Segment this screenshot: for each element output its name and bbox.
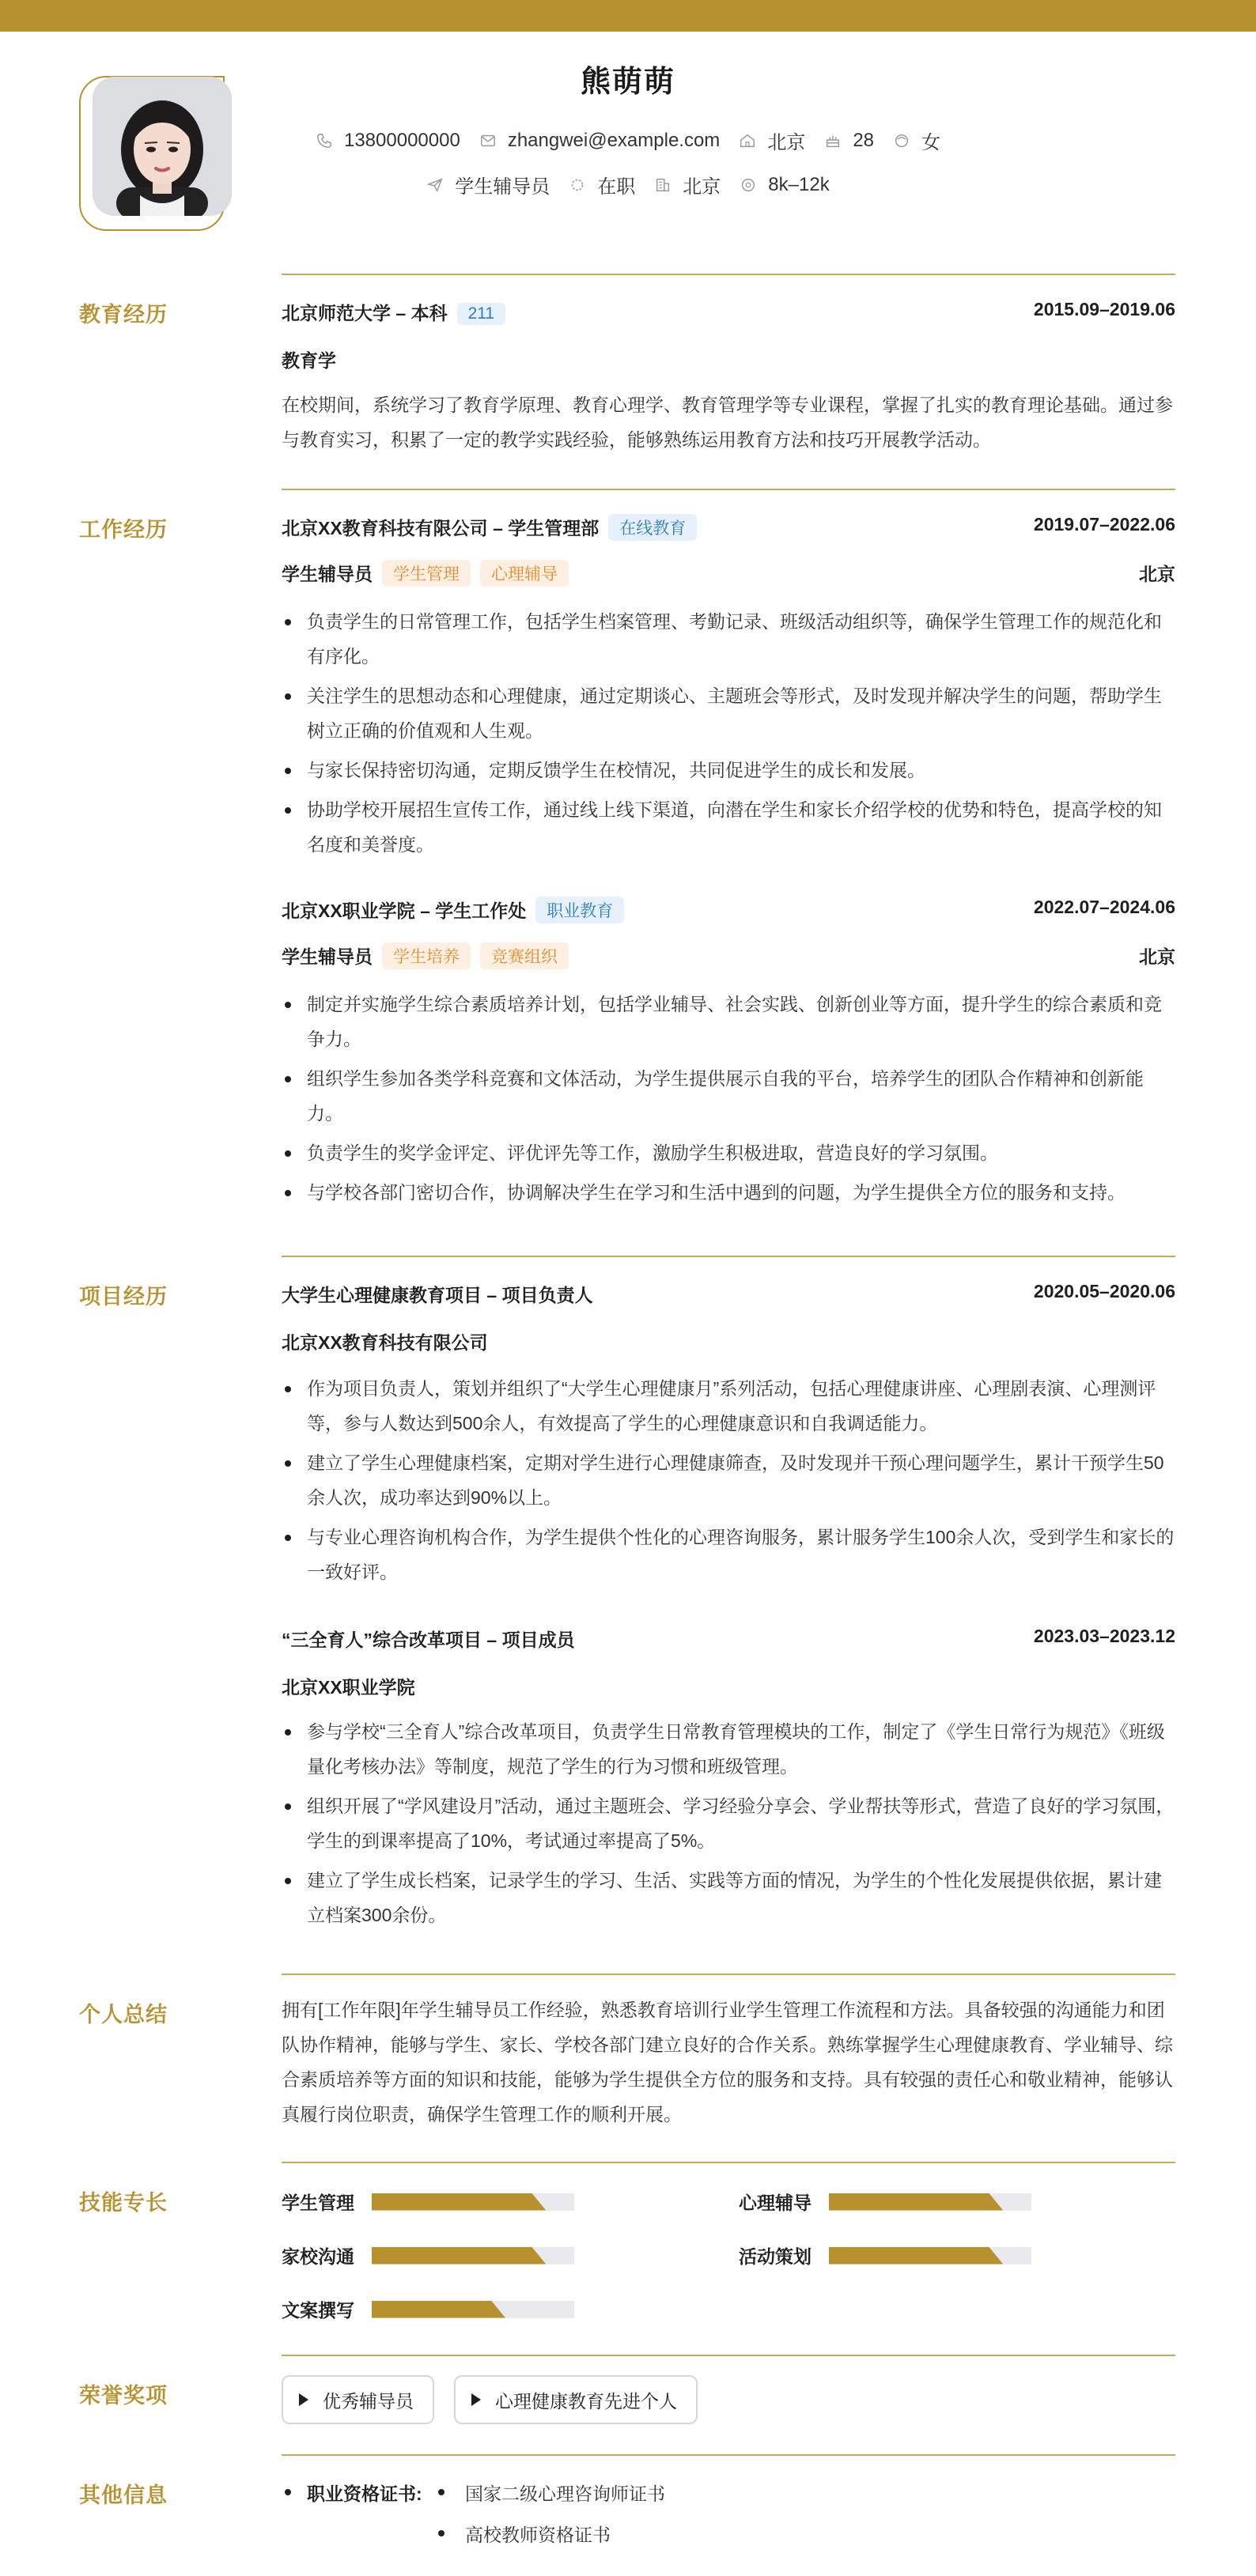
section-divider [282,2454,1175,2456]
project-header [282,1626,1175,1652]
cert-value: 高校教师资格证书 [465,2525,611,2545]
phone-text: 13800000000 [343,129,460,151]
section-title: 个人总结 [79,2003,168,2026]
job-location: 北京 [1139,946,1175,967]
skill-name: 文案撰写 [282,2300,354,2321]
job-role: 学生辅导员 [282,946,373,967]
skill-level-fill [829,2247,1003,2264]
contact-info-row [0,127,1256,154]
status-text: 在职 [597,176,636,198]
skill-item [739,2242,1031,2268]
project-org: 北京XX教育科技有限公司 [282,1332,488,1353]
skill-name: 学生管理 [282,2193,354,2213]
cert-value: 国家二级心理咨询师证书 [465,2483,665,2504]
skill-tag: 学生培养 [382,942,471,969]
section-divider [282,489,1175,490]
job-bullets [282,604,1175,867]
email-item [479,130,721,152]
section-title: 工作经历 [79,518,168,542]
skill-item [282,2242,574,2268]
list-item: 与专业心理咨询机构合作，为学生提供个性化的心理咨询服务，累计服务学生100余人次，受到学生和家长的一致好评。 [282,1520,1175,1589]
home-icon [739,132,756,149]
honors-list [282,2375,1175,2426]
industry-tag: 在线教育 [608,514,697,541]
list-item: 与学校各部门密切合作，协调解决学生在学习和生活中遇到的问题，为学生提供全方位的服务和支持。 [282,1175,1175,1210]
building-icon [654,176,672,194]
project-bullets [282,1714,1175,1937]
age-text: 28 [853,129,875,151]
section-title: 荣誉奖项 [79,2384,168,2408]
list-item: 关注学生的思想动态和心理健康，通过定期谈心、主题班会等形式，及时发现并解决学生的问题，帮助学生树立正确的价值观和人生观。 [282,678,1175,748]
phone-item [316,130,460,152]
education-header [282,299,1175,325]
skill-name: 家校沟通 [282,2246,354,2267]
city-item [654,171,721,198]
top-accent-bar [0,0,1256,32]
section-divider [282,274,1175,275]
section-divider [282,2162,1175,2163]
honor-badge [282,2375,434,2424]
list-item: 协助学校开展招生宣传工作，通过线上线下渠道，向潜在学生和家长介绍学校的优势和特色，提高学校的知名度和美誉度。 [282,792,1175,862]
play-icon [299,2393,308,2406]
status-icon [569,176,586,194]
skill-item [739,2189,1031,2215]
salary-text: 8k–12k [768,173,830,195]
skill-level-bar [829,2247,1031,2264]
project-date: 2023.03–2023.12 [1033,1626,1175,1646]
status-item [569,171,635,198]
send-icon [426,176,444,194]
job-role: 学生辅导员 [282,564,373,584]
section-title: 其他信息 [79,2483,168,2507]
salary-item [740,174,829,196]
honor-badge [454,2375,698,2424]
job-header [282,897,1175,924]
job-header [282,514,1175,541]
list-item: 组织学生参加各类学科竞赛和文体活动，为学生提供展示自我的平台，培养学生的团队合作精神和创新能力。 [282,1061,1175,1131]
skill-level-bar [372,2193,574,2211]
project-name: 大学生心理健康教育项目 – 项目负责人 [282,1285,593,1305]
gender-icon [893,132,910,149]
job-location: 北京 [1139,564,1175,584]
skill-level-fill [372,2193,546,2211]
list-item: 负责学生的奖学金评定、评优评先等工作，激励学生积极进取，营造良好的学习氛围。 [282,1135,1175,1170]
list-item: 作为项目负责人，策划并组织了“大学生心理健康月”系列活动，包括心理健康讲座、心理剧表演、心理测评等，参与人数达到500余人，有效提高了学生的心理健康意识和自我调适能力。 [282,1371,1175,1441]
skill-level-fill [372,2301,505,2318]
job-date: 2019.07–2022.06 [1033,514,1175,534]
section-divider [282,1256,1175,1257]
skill-level-fill [829,2193,1003,2211]
industry-tag: 职业教育 [535,897,624,924]
play-icon [471,2393,481,2406]
list-item: 与家长保持密切沟通，定期反馈学生在校情况，共同促进学生的成长和发展。 [282,753,1175,788]
gender-text: 女 [921,132,941,153]
candidate-name: 熊萌萌 [580,66,675,99]
coin-icon [740,176,757,194]
skill-tag: 心理辅导 [480,560,569,587]
company-name: 北京XX教育科技有限公司 – 学生管理部 [282,518,600,538]
job-intent-row [0,171,1256,198]
skill-level-bar [372,2247,574,2264]
list-item: 制定并实施学生综合素质培养计划，包括学业辅导、社会实践、创新创业等方面，提升学生的综合素质和竞争力。 [282,987,1175,1056]
bullet-dot [438,2489,445,2495]
school-tag: 211 [457,303,505,325]
section-divider [282,1974,1175,1975]
job-date: 2022.07–2024.06 [1033,897,1175,917]
location-text: 北京 [767,132,806,153]
skill-item [282,2296,574,2322]
skill-level-bar [829,2193,1031,2211]
skill-level-bar [372,2301,574,2318]
section-title: 技能专长 [79,2191,168,2215]
list-item: 组织开展了“学风建设月”活动，通过主题班会、学习经验分享会、学业帮扶等形式，营造了良好的学习氛围，学生的到课率提高了10%，考试通过率提高了5%。 [282,1788,1175,1858]
skill-tag: 学生管理 [382,560,471,587]
job-role-row [282,942,1175,969]
major-name: 教育学 [282,350,336,371]
bullet-dot [438,2530,445,2536]
section-divider [282,2355,1175,2356]
honor-label: 心理健康教育先进个人 [495,2390,677,2412]
skill-name: 心理辅导 [739,2193,811,2213]
list-item: 负责学生的日常管理工作，包括学生档案管理、考勤记录、班级活动组织等，确保学生管理工作的规范化和有序化。 [282,604,1175,674]
honor-label: 优秀辅导员 [323,2390,414,2412]
skill-tag: 竞赛组织 [480,942,569,969]
list-item: 建立了学生心理健康档案，定期对学生进行心理健康筛查，及时发现并干预心理问题学生，累计干预学生50余人次，成功率达到90%以上。 [282,1445,1175,1515]
project-name: “三全育人”综合改革项目 – 项目成员 [282,1630,575,1650]
skill-item [282,2189,574,2215]
project-bullets [282,1371,1175,1594]
section-title: 项目经历 [79,1285,168,1309]
company-name: 北京XX职业学院 – 学生工作处 [282,901,527,921]
mail-icon [479,132,497,149]
project-header [282,1281,1175,1307]
job-bullets [282,987,1175,1214]
project-org: 北京XX职业学院 [282,1677,415,1698]
bullet-dot [285,2489,291,2495]
education-date: 2015.09–2019.06 [1033,299,1175,319]
list-item: 建立了学生成长档案，记录学生的学习、生活、实践等方面的情况，为学生的个性化发展提供依据，累计建立档案300余份。 [282,1863,1175,1932]
location-item [739,127,805,154]
job-role-row [282,560,1175,587]
project-date: 2020.05–2020.06 [1033,1281,1175,1301]
email-text: zhangwei@example.com [507,129,721,151]
school-name: 北京师范大学 – 本科 [282,303,448,323]
section-title: 教育经历 [79,303,168,327]
position-item [426,171,550,198]
education-desc: 在校期间，系统学习了教育学原理、教育心理学、教育管理学等专业课程，掌握了扎实的教育理论基础。通过参与教育实习，积累了一定的教学实践经验，能够熟练运用教育方法和技巧开展教学活动。 [282,395,1173,450]
cake-icon [824,132,842,149]
phone-icon [316,132,333,149]
skill-level-fill [372,2247,546,2264]
gender-item [893,127,940,154]
position-text: 学生辅导员 [455,176,550,198]
skill-name: 活动策划 [739,2246,811,2267]
list-item: 参与学校“三全育人”综合改革项目，负责学生日常教育管理模块的工作，制定了《学生日常行为规范》《班级量化考核办法》等制度，规范了学生的行为习惯和班级管理。 [282,1714,1175,1784]
age-item [824,130,874,152]
cert-label: 职业资格证书: [307,2483,422,2504]
city-text: 北京 [683,176,721,198]
summary-text: 拥有[工作年限]年学生辅导员工作经验，熟悉教育培训行业学生管理工作流程和方法。具备较强的沟通能力和团队协作精神，能够与学生、家长、学校各部门建立良好的合作关系。熟练掌握学生心理健康教育、学业辅导、综合素质培养等方面的知识和技能，能够为学生提供全方位的服务和支持。具有较强的责任心和敬业精神，能够认真履行岗位职责，确保学生管理工作的顺利开展。 [282,2000,1173,2125]
